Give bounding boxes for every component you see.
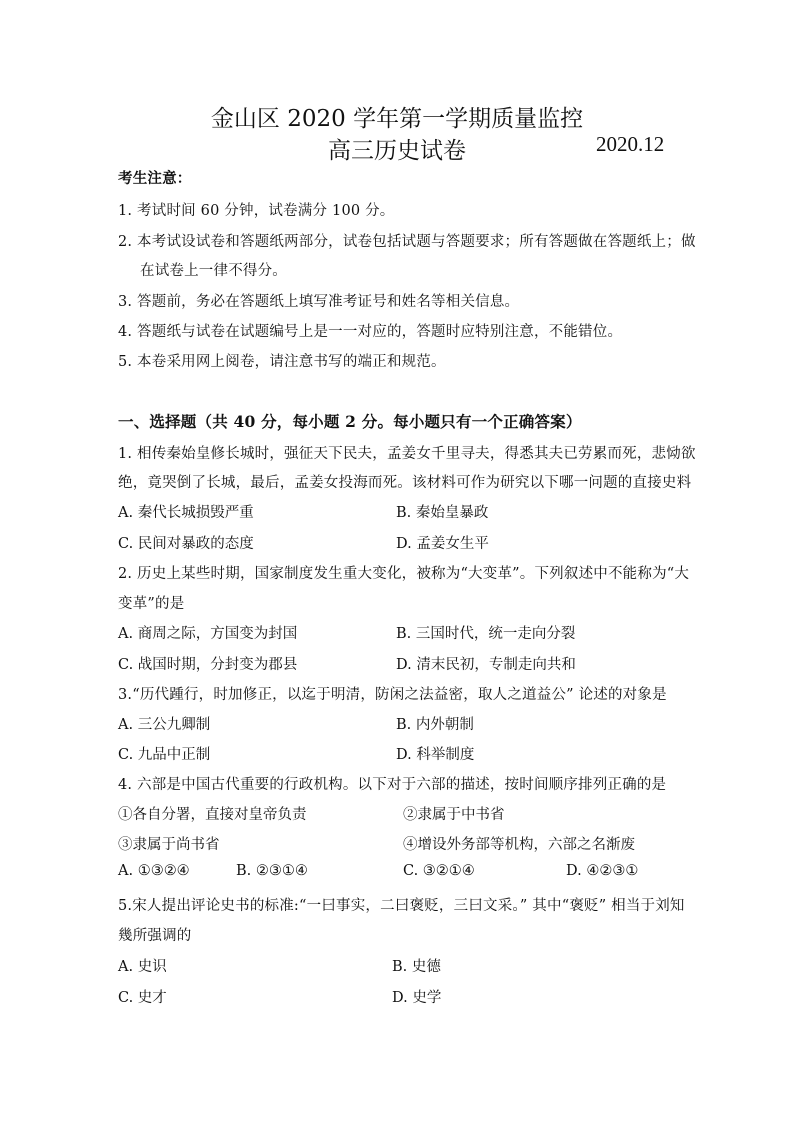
section-heading: 一、选择题（共 40 分，每小题 2 分。每小题只有一个正确答案） [118, 412, 582, 431]
q1-option-c: C. 民间对暴政的态度 [118, 536, 254, 552]
q4-statement-1: ①各自分署，直接对皇帝负责 [118, 807, 307, 823]
exam-title: 金山区 2020 学年第一学期质量监控 [210, 106, 584, 132]
q5-stem-line2: 幾所强调的 [118, 928, 192, 944]
q5-option-a: A. 史识 [118, 959, 167, 975]
q2-stem-line1: 2. 历史上某些时期，国家制度发生重大变化，被称为“大变革”。下列叙述中不能称为“大 [118, 566, 690, 582]
q4-option-c: C. ③②①④ [403, 863, 475, 879]
q5-option-b: B. 史德 [392, 959, 441, 975]
notice-item-2-cont: 在试卷上一律不得分。 [140, 263, 287, 279]
q1-option-b: B. 秦始皇暴政 [396, 505, 489, 521]
q4-stem: 4. 六部是中国古代重要的行政机构。以下对于六部的描述，按时间顺序排列正确的是 [118, 777, 667, 793]
q2-stem-line2: 变革”的是 [118, 596, 185, 612]
q4-option-b: B. ②③①④ [236, 863, 308, 879]
notice-heading: 考生注意： [118, 170, 192, 187]
q3-stem: 3.“历代踵行，时加修正，以迄于明清，防闲之法益密，取人之道益公” 论述的对象是 [118, 687, 667, 703]
exam-subtitle: 高三历史试卷 [328, 138, 466, 164]
notice-item-2: 2. 本考试设试卷和答题纸两部分，试卷包括试题与答题要求；所有答题做在答题纸上；做 [118, 234, 696, 250]
notice-item-4: 4. 答题纸与试卷在试题编号上是一一对应的，答题时应特别注意，不能错位。 [118, 324, 623, 340]
q4-statement-3: ③隶属于尚书省 [118, 837, 220, 853]
q3-option-a: A. 三公九卿制 [118, 717, 211, 733]
exam-date: 2020.12 [596, 132, 665, 156]
q1-option-d: D. 孟姜女生平 [396, 536, 489, 552]
q2-option-d: D. 清末民初，专制走向共和 [396, 657, 576, 673]
q5-option-c: C. 史才 [118, 990, 167, 1006]
notice-item-5: 5. 本卷采用网上阅卷，请注意书写的端正和规范。 [118, 354, 446, 370]
q5-stem-line1: 5.宋人提出评论史书的标准:“一曰事实，二曰褒贬，三曰文采。” 其中“褒贬” 相当于刘知 [118, 898, 685, 914]
q2-option-b: B. 三国时代，统一走向分裂 [396, 626, 576, 642]
q1-stem-line2: 绝，竟哭倒了长城，最后，孟姜女投海而死。该材料可作为研究以下哪一问题的直接史料 [118, 475, 692, 491]
q4-statement-2: ②隶属于中书省 [403, 807, 505, 823]
q4-statement-4: ④增设外务部等机构，六部之名渐废 [403, 837, 635, 853]
q3-option-b: B. 内外朝制 [396, 717, 474, 733]
q2-option-a: A. 商周之际，方国变为封国 [118, 626, 298, 642]
q3-option-d: D. 科举制度 [396, 747, 475, 763]
q4-option-a: A. ①③②④ [118, 863, 190, 879]
q4-option-d: D. ④②③① [566, 863, 639, 879]
q3-option-c: C. 九品中正制 [118, 747, 211, 763]
q5-option-d: D. 史学 [392, 990, 442, 1006]
q1-stem-line1: 1. 相传秦始皇修长城时，强征天下民夫，孟姜女千里寻夫，得悉其夫已劳累而死，悲恸欲 [118, 446, 696, 462]
q1-option-a: A. 秦代长城损毁严重 [118, 505, 254, 521]
notice-item-1: 1. 考试时间 60 分钟，试卷满分 100 分。 [118, 203, 395, 219]
notice-item-3: 3. 答题前，务必在答题纸上填写准考证号和姓名等相关信息。 [118, 294, 520, 310]
q2-option-c: C. 战国时期，分封变为郡县 [118, 657, 298, 673]
